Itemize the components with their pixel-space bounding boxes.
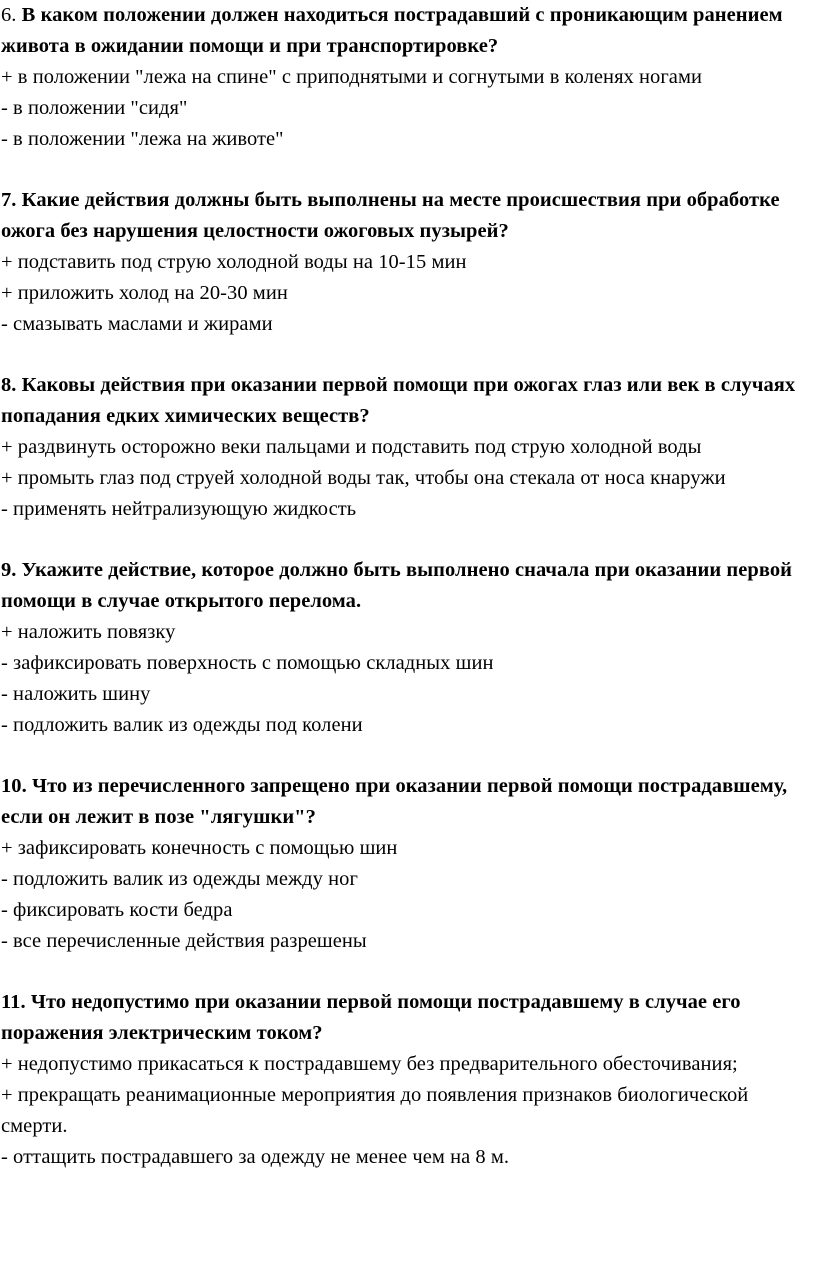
answer-option: - все перечисленные действия разрешены	[1, 930, 367, 952]
question-9	[1, 555, 816, 741]
question-number: 6.	[1, 4, 17, 26]
question-10	[1, 771, 816, 957]
answer-option: + промыть глаз под струей холодной воды так, чтобы она стекала от носа кнаружи	[1, 467, 726, 489]
answer-option: + прекращать реанимационные мероприятия до появления признаков биологической смерти.	[1, 1084, 749, 1137]
question-text: В каком положении должен находиться пострадавший с проникающим ранением живота в ожидании помощи и при транспортировке?	[1, 4, 783, 57]
answer-option: - в положении "лежа на животе"	[1, 128, 284, 150]
answer-option: - смазывать маслами и жирами	[1, 313, 273, 335]
question-title	[1, 370, 816, 432]
question-number: 7.	[1, 189, 17, 211]
question-text: Что недопустимо при оказании первой помощи пострадавшему в случае его поражения электрическим током?	[1, 991, 741, 1044]
answer-option: - оттащить пострадавшего за одежду не менее чем на 8 м.	[1, 1146, 510, 1168]
question-text: Укажите действие, которое должно быть выполнено сначала при оказании первой помощи в случае открытого перелома.	[1, 559, 792, 612]
question-text: Что из перечисленного запрещено при оказании первой помощи пострадавшему, если он лежит в позе "лягушки"?	[1, 775, 788, 828]
answer-option: - наложить шину	[1, 683, 151, 705]
question-11	[1, 987, 816, 1173]
question-title	[1, 185, 816, 247]
question-title	[1, 555, 816, 617]
answer-option: - в положении "сидя"	[1, 97, 188, 119]
answer-option: + раздвинуть осторожно веки пальцами и подставить под струю холодной воды	[1, 436, 702, 458]
question-number: 10.	[1, 775, 27, 797]
question-text: Каковы действия при оказании первой помощи при ожогах глаз или век в случаях попадания едких химических веществ?	[1, 374, 796, 427]
question-text: Какие действия должны быть выполнены на месте происшествия при обработке ожога без нарушения целостности ожоговых пузырей?	[1, 189, 780, 242]
answer-option: + подставить под струю холодной воды на 10-15 мин	[1, 251, 467, 273]
question-8	[1, 370, 816, 525]
question-7	[1, 185, 816, 340]
answer-option: + в положении "лежа на спине" с приподнятыми и согнутыми в коленях ногами	[1, 66, 702, 88]
answer-option: - подложить валик из одежды между ног	[1, 868, 358, 890]
answer-option: - фиксировать кости бедра	[1, 899, 233, 921]
answer-option: - зафиксировать поверхность с помощью складных шин	[1, 652, 494, 674]
answer-option: - применять нейтрализующую жидкость	[1, 498, 357, 520]
question-number: 11.	[1, 991, 26, 1013]
answer-option: + недопустимо прикасаться к пострадавшему без предварительного обесточивания;	[1, 1053, 738, 1075]
question-title	[1, 771, 816, 833]
answer-option: + наложить повязку	[1, 621, 176, 643]
question-number: 9.	[1, 559, 17, 581]
question-title	[1, 0, 816, 62]
question-number: 8.	[1, 374, 17, 396]
question-title	[1, 987, 816, 1049]
answer-option: - подложить валик из одежды под колени	[1, 714, 363, 736]
question-6	[1, 0, 816, 155]
answer-option: + зафиксировать конечность с помощью шин	[1, 837, 398, 859]
answer-option: + приложить холод на 20-30 мин	[1, 282, 288, 304]
